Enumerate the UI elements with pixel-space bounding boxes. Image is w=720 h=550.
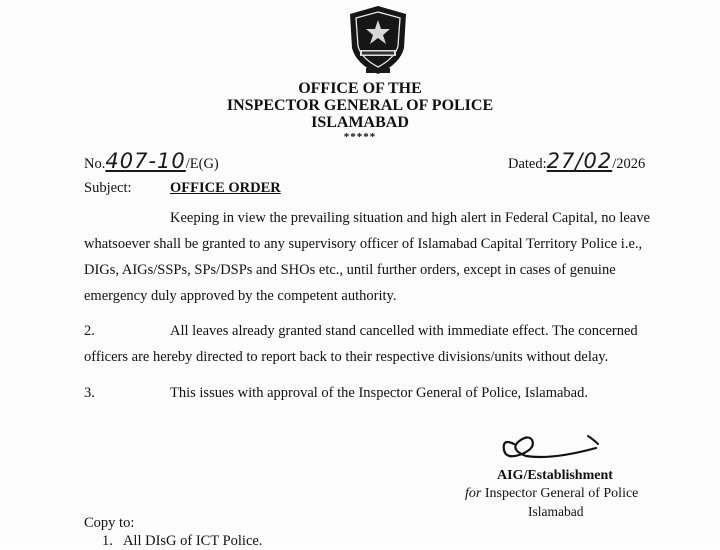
reference-number — [84, 149, 219, 173]
order-date — [508, 149, 645, 173]
for-word: for — [465, 486, 482, 501]
para1-line: emergency duly approved by the competent authority. — [84, 288, 397, 304]
para3-number: 3. — [84, 385, 95, 401]
police-crest-icon — [346, 4, 410, 76]
reference-suffix: /E(G) — [185, 156, 219, 172]
signature-icon — [492, 430, 612, 470]
date-handwritten: 27/02 — [546, 149, 613, 173]
para3-text: This issues with approval of the Inspector General of Police, Islamabad. — [170, 385, 588, 401]
signatory-title: AIG/Establishment — [497, 468, 613, 483]
para1-line: DIGs, AIGs/SSPs, SPs/DSPs and SHOs etc., until further orders, except in cases of genuine — [84, 262, 616, 278]
para1-line: Keeping in view the prevailing situation and high alert in Federal Capital, no leave — [170, 210, 650, 226]
reference-label: No. — [84, 156, 106, 172]
date-label: Dated: — [508, 156, 547, 172]
subject-title: OFFICE ORDER — [170, 180, 281, 196]
copy-to-label: Copy to: — [84, 515, 135, 531]
date-year: /2026 — [612, 156, 646, 172]
copy-item: 1. All DIsG of ICT Police. — [102, 533, 263, 549]
para1-line: whatsoever shall be granted to any supervisory officer of Islamabad Capital Territory Police i.e., — [84, 236, 643, 252]
para2-line: All leaves already granted stand cancelled with immediate effect. The concerned — [170, 323, 638, 339]
office-heading-line3: ISLAMABAD — [311, 114, 409, 131]
signatory-for-line — [465, 486, 638, 502]
for-rest: Inspector General of Police — [481, 486, 639, 501]
para2-number: 2. — [84, 323, 95, 339]
header-stars: ***** — [343, 131, 377, 143]
signatory-place: Islamabad — [528, 504, 584, 519]
office-heading-line2: INSPECTOR GENERAL OF POLICE — [226, 97, 494, 114]
para2-line: officers are hereby directed to report back to their respective divisions/units without delay. — [84, 349, 609, 365]
reference-handwritten-number: 407-10 — [105, 149, 186, 173]
office-heading-line1: OFFICE OF THE — [298, 80, 422, 97]
subject-label: Subject: — [84, 180, 132, 196]
